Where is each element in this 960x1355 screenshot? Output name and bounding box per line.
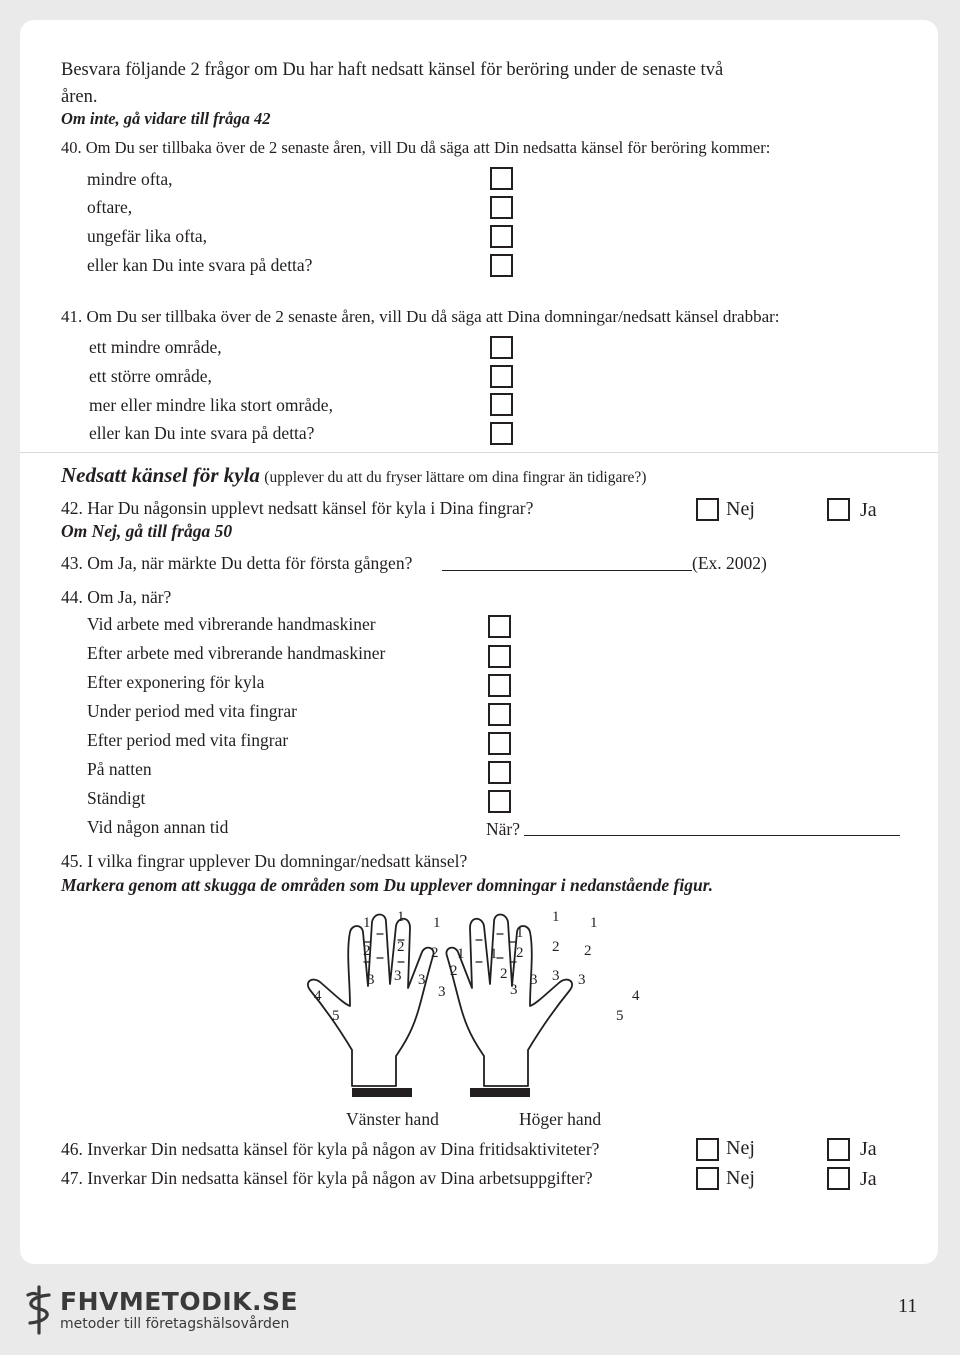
q44-checkbox-4[interactable]: [488, 703, 511, 726]
q42-no-checkbox[interactable]: [696, 498, 719, 521]
right-zone-1a: 1: [490, 946, 498, 962]
q40-option-1: mindre ofta,: [87, 169, 173, 189]
left-zone-4: 4: [314, 988, 322, 1004]
q44-checkbox-6[interactable]: [488, 761, 511, 784]
left-zone-1c: 1: [433, 915, 441, 931]
q44-option-8: Vid någon annan tid: [87, 817, 229, 837]
left-zone-5: 5: [332, 1008, 340, 1024]
left-zone-2b: 2: [397, 939, 405, 955]
q41-checkbox-3[interactable]: [490, 393, 513, 416]
left-hand-outline: [308, 915, 434, 1087]
right-zone-3c: 3: [552, 968, 560, 984]
right-zone-1b: 1: [516, 925, 524, 941]
q47-no-label: Nej: [726, 1167, 755, 1189]
q42-skip-instruction: Om Nej, gå till fråga 50: [61, 521, 233, 541]
q42-yes-label: Ja: [860, 499, 877, 521]
q44-option-3: Efter exponering för kyla: [87, 672, 265, 692]
left-zone-3a: 3: [367, 972, 375, 988]
left-hand-label: Vänster hand: [346, 1109, 439, 1129]
q44-option-1: Vid arbete med vibrerande handmaskiner: [87, 614, 376, 634]
q40-checkbox-2[interactable]: [490, 196, 513, 219]
q46-no-checkbox[interactable]: [696, 1138, 719, 1161]
intro-line-2: åren.: [61, 87, 98, 107]
right-zone-2c: 2: [552, 939, 560, 955]
left-zone-1d: 1: [457, 946, 465, 962]
left-zone-2d: 2: [450, 963, 458, 979]
q40-checkbox-3[interactable]: [490, 225, 513, 248]
q43-answer-line[interactable]: [442, 570, 692, 571]
q46-yes-checkbox[interactable]: [827, 1138, 850, 1161]
right-zone-3a: 3: [510, 982, 518, 998]
left-zone-2c: 2: [431, 945, 439, 961]
left-zone-1b: 1: [397, 909, 405, 925]
right-zone-1c: 1: [552, 909, 560, 925]
left-zone-2a: 2: [363, 943, 371, 959]
q46-yes-label: Ja: [860, 1138, 877, 1160]
q42-question: 42. Har Du någonsin upplevt nedsatt känsel för kyla i Dina fingrar?: [61, 498, 534, 518]
q44-checkbox-2[interactable]: [488, 645, 511, 668]
q47-question: 47. Inverkar Din nedsatta känsel för kyla på någon av Dina arbetsuppgifter?: [61, 1168, 593, 1188]
q44-option-2: Efter arbete med vibrerande handmaskiner: [87, 643, 386, 663]
q44-checkbox-3[interactable]: [488, 674, 511, 697]
q44-option-4: Under period med vita fingrar: [87, 701, 297, 721]
q41-question: 41. Om Du ser tillbaka över de 2 senaste åren, vill Du då säga att Dina domningar/nedsatt känsel drabbar:: [61, 307, 780, 326]
q45-question: 45. I vilka fingrar upplever Du domningar/nedsatt känsel?: [61, 851, 468, 871]
q42-no-label: Nej: [726, 498, 755, 520]
q40-checkbox-1[interactable]: [490, 167, 513, 190]
caduceus-icon: [22, 1283, 56, 1335]
q41-option-1: ett mindre område,: [89, 337, 222, 357]
q40-checkbox-4[interactable]: [490, 254, 513, 277]
q40-question: 40. Om Du ser tillbaka över de 2 senaste åren, vill Du då säga att Din nedsatta känsel för beröring kommer:: [61, 138, 771, 157]
q40-option-2: oftare,: [87, 197, 133, 217]
q41-checkbox-4[interactable]: [490, 422, 513, 445]
left-zone-3b: 3: [394, 968, 402, 984]
q41-option-3: mer eller mindre lika stort område,: [89, 395, 333, 415]
q44-checkbox-1[interactable]: [488, 615, 511, 638]
section-subtitle: (upplever du att du fryser lättare om dina fingrar än tidigare?): [264, 469, 647, 486]
right-zone-4: 4: [632, 988, 640, 1004]
q44-when-answer-line[interactable]: [524, 835, 900, 836]
q41-checkbox-2[interactable]: [490, 365, 513, 388]
q44-option-6: På natten: [87, 759, 152, 779]
right-zone-1d: 1: [590, 915, 598, 931]
footer-brand: FHVMETODIK.SE: [60, 1287, 299, 1316]
q41-option-4: eller kan Du inte svara på detta?: [89, 423, 315, 443]
left-zone-1a: 1: [363, 915, 371, 931]
intro-skip-instruction: Om inte, gå vidare till fråga 42: [61, 109, 271, 128]
q43-example: (Ex. 2002): [692, 553, 767, 573]
q47-no-checkbox[interactable]: [696, 1167, 719, 1190]
left-hand-wrist-bar: [352, 1088, 412, 1097]
right-zone-5: 5: [616, 1008, 624, 1024]
q42-yes-checkbox[interactable]: [827, 498, 850, 521]
q44-checkbox-5[interactable]: [488, 732, 511, 755]
left-zone-3d: 3: [438, 984, 446, 1000]
q41-option-2: ett större område,: [89, 366, 212, 386]
q40-option-3: ungefär lika ofta,: [87, 226, 208, 246]
q44-option-5: Efter period med vita fingrar: [87, 730, 289, 750]
q44-question: 44. Om Ja, när?: [61, 587, 172, 607]
q40-option-4: eller kan Du inte svara på detta?: [87, 255, 313, 275]
left-zone-3c: 3: [418, 972, 426, 988]
intro-line-1: Besvara följande 2 frågor om Du har haft nedsatt känsel för beröring under de senaste två: [61, 60, 724, 80]
q46-no-label: Nej: [726, 1137, 755, 1159]
q44-when-label: När?: [486, 819, 521, 839]
right-hand-wrist-bar: [470, 1088, 530, 1097]
q43-question: 43. Om Ja, när märkte Du detta för första gången?: [61, 553, 413, 573]
right-zone-2a: 2: [500, 966, 508, 982]
q44-option-7: Ständigt: [87, 788, 146, 808]
section-divider: [20, 452, 938, 453]
footer-tagline: metoder till företagshälsovården: [60, 1316, 290, 1332]
section-header: [61, 464, 646, 489]
q46-question: 46. Inverkar Din nedsatta känsel för kyla på någon av Dina fritidsaktiviteter?: [61, 1139, 600, 1159]
right-zone-2b: 2: [516, 945, 524, 961]
q41-checkbox-1[interactable]: [490, 336, 513, 359]
right-zone-3b: 3: [530, 972, 538, 988]
q45-instruction: Markera genom att skugga de områden som Du upplever domningar i nedanstående figur.: [61, 875, 713, 895]
section-title: Nedsatt känsel för kyla: [61, 463, 260, 487]
q47-yes-label: Ja: [860, 1168, 877, 1190]
right-zone-2d: 2: [584, 943, 592, 959]
hands-figure[interactable]: [290, 900, 690, 1110]
right-hand-label: Höger hand: [519, 1109, 602, 1129]
q44-checkbox-7[interactable]: [488, 790, 511, 813]
page-number: 11: [898, 1295, 918, 1317]
q47-yes-checkbox[interactable]: [827, 1167, 850, 1190]
right-zone-3d: 3: [578, 972, 586, 988]
